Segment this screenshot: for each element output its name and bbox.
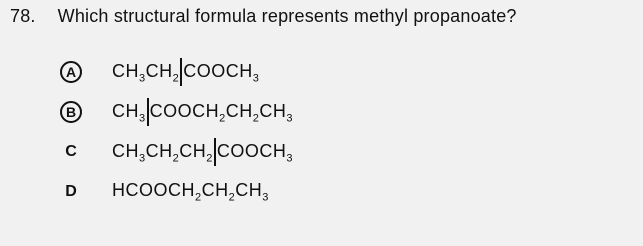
formula-b: $CH_3$ $COOCH_2CH_2CH_3$	[112, 98, 293, 126]
question	[10, 6, 517, 27]
formula-d: $HCOOCH_2CH_2CH_3$	[112, 180, 269, 204]
formula-a: $CH_3CH_2$ $COOCH_3$	[112, 58, 259, 86]
bond-split-mark	[180, 58, 182, 86]
question-text: Which structural formula represents methyl propanoate?	[57, 6, 517, 26]
option-letter-d: D	[65, 183, 77, 200]
option-a[interactable]	[60, 52, 293, 92]
option-letter-b: B	[60, 101, 82, 123]
answer-options	[60, 52, 293, 212]
formula-c: $CH_3CH_2CH_2$ $COOCH_3$	[112, 138, 293, 166]
option-letter-a: A	[60, 61, 82, 83]
option-b[interactable]	[60, 92, 293, 132]
option-letter-c: C	[65, 143, 77, 160]
bond-split-mark	[214, 138, 216, 166]
question-number: 78.	[10, 6, 36, 26]
bond-split-mark	[147, 98, 149, 126]
option-c[interactable]	[60, 132, 293, 172]
option-d[interactable]	[60, 172, 293, 212]
